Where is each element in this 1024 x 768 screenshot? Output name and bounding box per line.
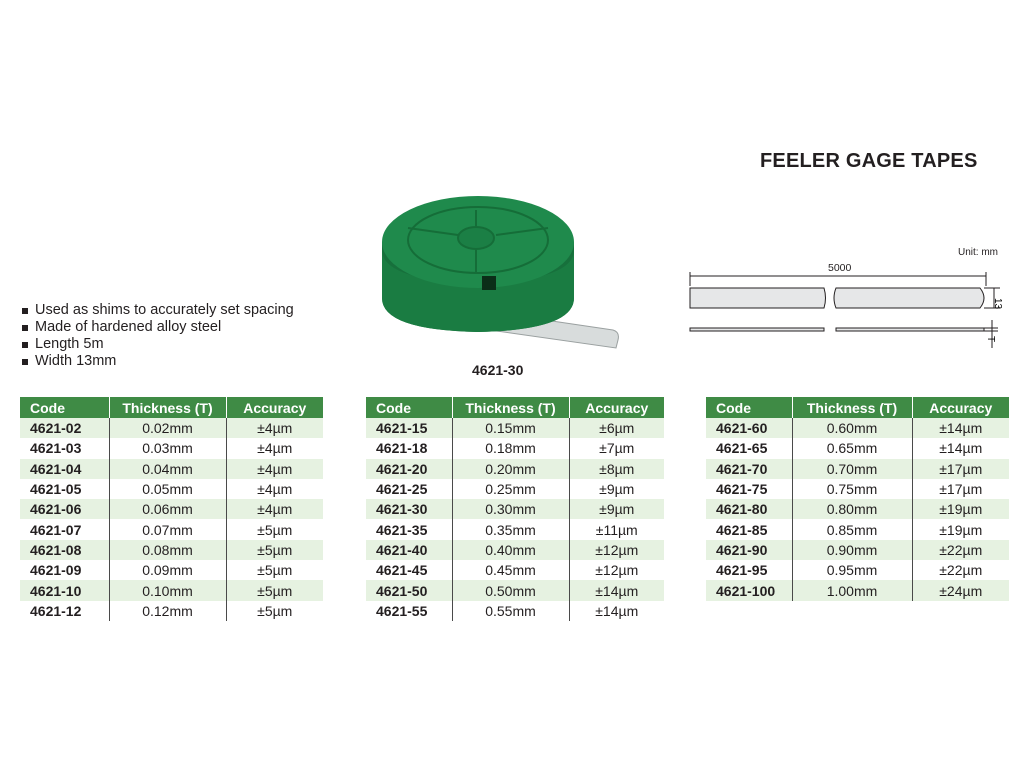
accuracy-cell: ±12µm [569, 560, 664, 580]
thickness-cell: 0.55mm [452, 601, 569, 621]
code-cell: 4621-15 [366, 418, 452, 438]
tape-slot [482, 276, 496, 290]
thickness-cell: 0.80mm [792, 499, 912, 519]
accuracy-cell: ±22µm [912, 540, 1009, 560]
table-row [20, 601, 323, 621]
accuracy-cell: ±7µm [569, 438, 664, 458]
thickness-cell: 0.05mm [109, 479, 226, 499]
thickness-cell: 0.10mm [109, 580, 226, 600]
code-cell: 4621-09 [20, 560, 109, 580]
thickness-cell: 0.40mm [452, 540, 569, 560]
accuracy-cell: ±5µm [226, 519, 323, 539]
thickness-cell: 0.03mm [109, 438, 226, 458]
code-cell: 4621-85 [706, 519, 792, 539]
accuracy-cell: ±24µm [912, 580, 1009, 600]
lid-hub [458, 227, 494, 249]
table-row [20, 479, 323, 499]
accuracy-cell: ±12µm [569, 540, 664, 560]
feature-item: Length 5m [22, 336, 294, 353]
thickness-cell: 0.30mm [452, 499, 569, 519]
accuracy-cell: ±4µm [226, 479, 323, 499]
accuracy-cell: ±6µm [569, 418, 664, 438]
accuracy-cell: ±17µm [912, 479, 1009, 499]
accuracy-cell: ±5µm [226, 560, 323, 580]
code-cell: 4621-40 [366, 540, 452, 560]
table-row [706, 580, 1009, 600]
product-image [378, 180, 628, 355]
thickness-cell: 0.60mm [792, 418, 912, 438]
code-cell: 4621-75 [706, 479, 792, 499]
thickness-cell: 0.02mm [109, 418, 226, 438]
column-header-thickness: Thickness (T) [109, 397, 226, 418]
code-cell: 4621-12 [20, 601, 109, 621]
code-cell: 4621-60 [706, 418, 792, 438]
table-row [20, 499, 323, 519]
column-header-code: Code [20, 397, 109, 418]
accuracy-cell: ±4µm [226, 459, 323, 479]
code-cell: 4621-30 [366, 499, 452, 519]
thickness-cell: 0.65mm [792, 438, 912, 458]
code-cell: 4621-35 [366, 519, 452, 539]
accuracy-cell: ±11µm [569, 519, 664, 539]
thickness-cell: 0.12mm [109, 601, 226, 621]
accuracy-cell: ±19µm [912, 519, 1009, 539]
table-row [366, 580, 664, 600]
thickness-cell: 0.06mm [109, 499, 226, 519]
thickness-cell: 0.90mm [792, 540, 912, 560]
accuracy-cell: ±8µm [569, 459, 664, 479]
unit-label: Unit: mm [958, 247, 998, 258]
column-header-thickness: Thickness (T) [792, 397, 912, 418]
table-row [706, 519, 1009, 539]
accuracy-cell: ±5µm [226, 580, 323, 600]
accuracy-cell: ±17µm [912, 459, 1009, 479]
thickness-cell: 0.70mm [792, 459, 912, 479]
code-cell: 4621-95 [706, 560, 792, 580]
code-cell: 4621-03 [20, 438, 109, 458]
thickness-cell: 0.95mm [792, 560, 912, 580]
table-row [366, 459, 664, 479]
table-row [366, 601, 664, 621]
table-row [366, 438, 664, 458]
table-row [706, 560, 1009, 580]
accuracy-cell: ±5µm [226, 601, 323, 621]
thickness-cell: 0.75mm [792, 479, 912, 499]
thickness-cell: 0.09mm [109, 560, 226, 580]
table-row [706, 540, 1009, 560]
accuracy-cell: ±14µm [912, 418, 1009, 438]
column-header-thickness: Thickness (T) [452, 397, 569, 418]
page-title: FEELER GAGE TAPES [760, 150, 978, 172]
spec-table-3 [706, 397, 1009, 601]
code-cell: 4621-07 [20, 519, 109, 539]
accuracy-cell: ±9µm [569, 479, 664, 499]
code-cell: 4621-25 [366, 479, 452, 499]
feature-item: Made of hardened alloy steel [22, 319, 294, 336]
code-cell: 4621-05 [20, 479, 109, 499]
thickness-cell: 0.18mm [452, 438, 569, 458]
accuracy-cell: ±4µm [226, 418, 323, 438]
table-row [706, 479, 1009, 499]
code-cell: 4621-06 [20, 499, 109, 519]
code-cell: 4621-08 [20, 540, 109, 560]
table-row [706, 499, 1009, 519]
code-cell: 4621-04 [20, 459, 109, 479]
thickness-cell: 0.15mm [452, 418, 569, 438]
column-header-accuracy: Accuracy [226, 397, 323, 418]
thickness-cell: 0.45mm [452, 560, 569, 580]
thickness-cell: 0.50mm [452, 580, 569, 600]
column-header-accuracy: Accuracy [569, 397, 664, 418]
column-header-accuracy: Accuracy [912, 397, 1009, 418]
accuracy-cell: ±14µm [912, 438, 1009, 458]
code-cell: 4621-02 [20, 418, 109, 438]
code-cell: 4621-18 [366, 438, 452, 458]
table-row [366, 560, 664, 580]
code-cell: 4621-55 [366, 601, 452, 621]
thickness-cell: 0.85mm [792, 519, 912, 539]
table-row [366, 540, 664, 560]
thickness-cell: 0.08mm [109, 540, 226, 560]
thickness-cell: 0.20mm [452, 459, 569, 479]
length-dimension-label: 5000 [828, 262, 852, 274]
table-row [20, 438, 323, 458]
table-row [366, 519, 664, 539]
feature-list [22, 302, 294, 370]
spec-table-2 [366, 397, 664, 621]
code-cell: 4621-90 [706, 540, 792, 560]
accuracy-cell: ±22µm [912, 560, 1009, 580]
spec-table-1 [20, 397, 323, 621]
feature-item: Used as shims to accurately set spacing [22, 302, 294, 319]
accuracy-cell: ±14µm [569, 601, 664, 621]
code-cell: 4621-50 [366, 580, 452, 600]
thickness-symbol: T [985, 336, 996, 343]
table-row [20, 418, 323, 438]
code-cell: 4621-100 [706, 580, 792, 600]
tape-dimension-drawing [680, 268, 1010, 353]
code-cell: 4621-80 [706, 499, 792, 519]
table-row [20, 519, 323, 539]
accuracy-cell: ±4µm [226, 499, 323, 519]
column-header-code: Code [366, 397, 452, 418]
accuracy-cell: ±4µm [226, 438, 323, 458]
width-dimension-label: 13 [992, 298, 1003, 310]
accuracy-cell: ±19µm [912, 499, 1009, 519]
thickness-cell: 0.04mm [109, 459, 226, 479]
thickness-cell: 0.07mm [109, 519, 226, 539]
accuracy-cell: ±9µm [569, 499, 664, 519]
product-caption: 4621-30 [472, 362, 524, 378]
table-row [366, 418, 664, 438]
accuracy-cell: ±14µm [569, 580, 664, 600]
table-row [20, 560, 323, 580]
accuracy-cell: ±5µm [226, 540, 323, 560]
code-cell: 4621-10 [20, 580, 109, 600]
table-row [20, 540, 323, 560]
feature-item: Width 13mm [22, 353, 294, 370]
thickness-cell: 0.35mm [452, 519, 569, 539]
code-cell: 4621-45 [366, 560, 452, 580]
thickness-cell: 1.00mm [792, 580, 912, 600]
thickness-cell: 0.25mm [452, 479, 569, 499]
table-row [366, 499, 664, 519]
code-cell: 4621-65 [706, 438, 792, 458]
table-row [706, 418, 1009, 438]
table-row [20, 459, 323, 479]
table-row [366, 479, 664, 499]
table-row [706, 438, 1009, 458]
column-header-code: Code [706, 397, 792, 418]
table-row [20, 580, 323, 600]
code-cell: 4621-20 [366, 459, 452, 479]
table-row [706, 459, 1009, 479]
code-cell: 4621-70 [706, 459, 792, 479]
